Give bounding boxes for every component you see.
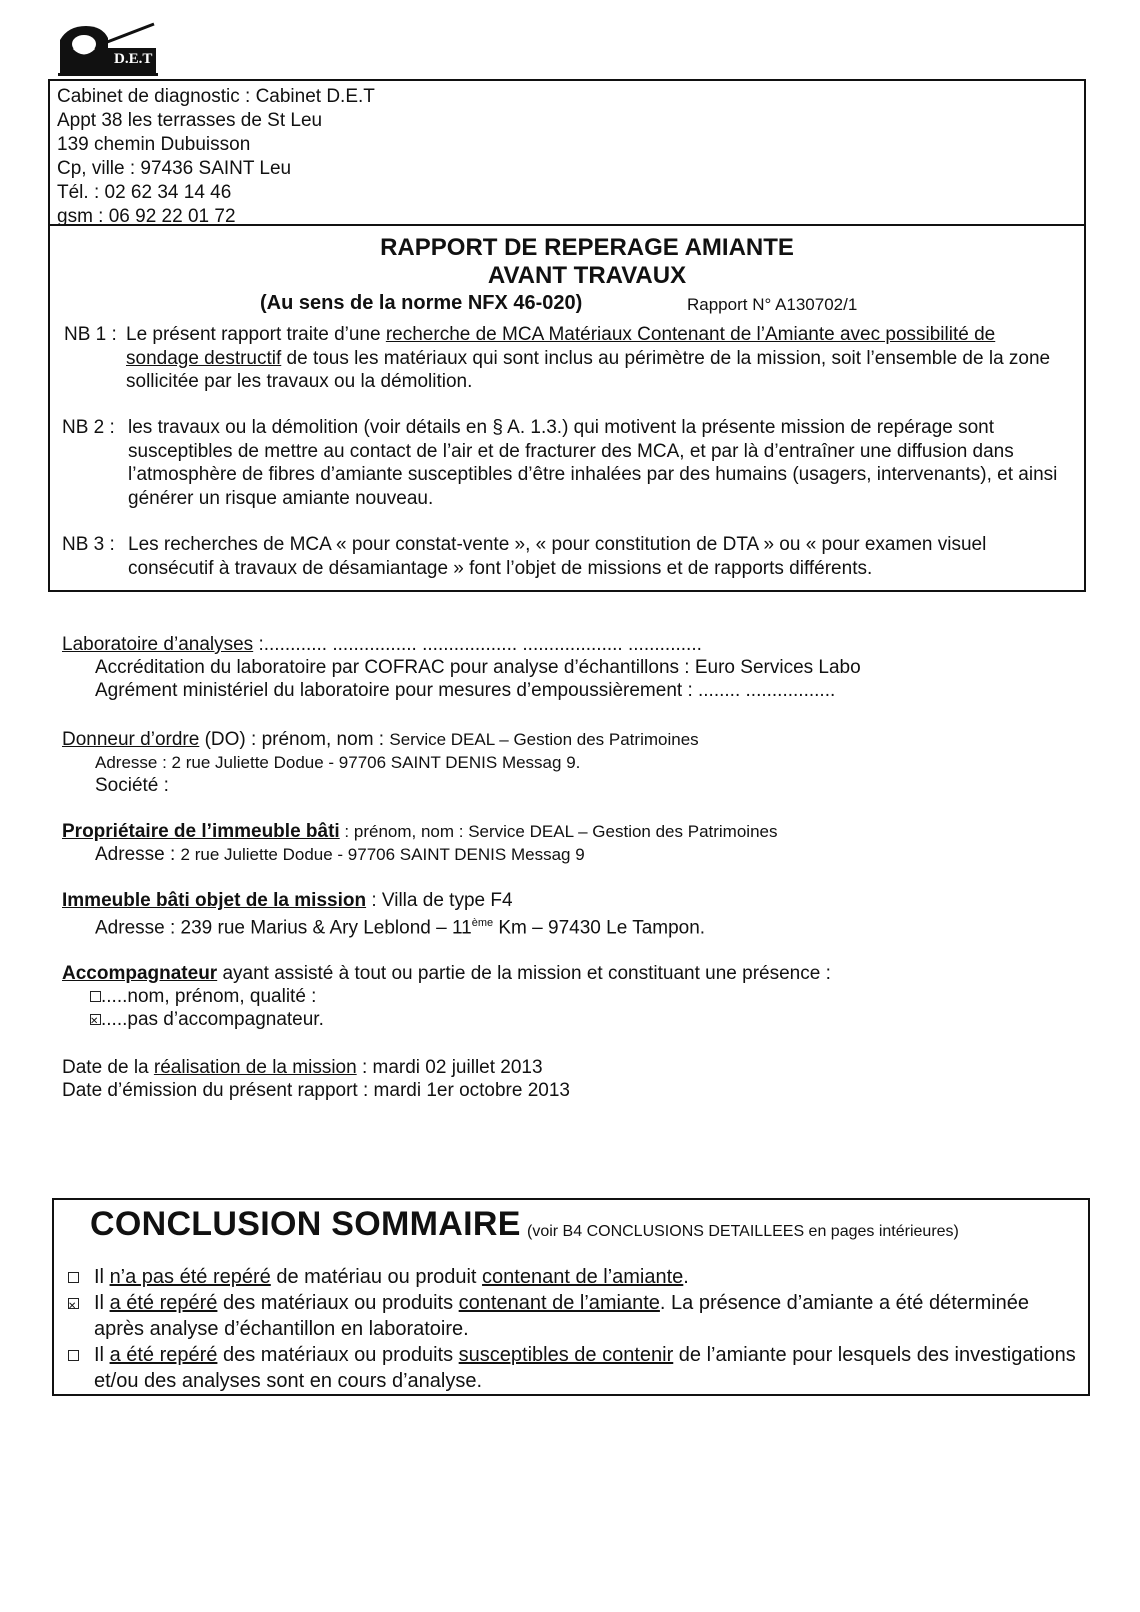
proprietaire-adresse-label: Adresse : bbox=[95, 844, 181, 865]
immeuble-adresse-b: Km – 97430 Le Tampon. bbox=[493, 917, 706, 939]
laboratoire-section bbox=[62, 633, 861, 702]
street-line: 139 chemin Dubuisson bbox=[57, 134, 251, 155]
phone-line: Tél. : 02 62 34 14 46 bbox=[57, 182, 232, 203]
item1-c: . bbox=[683, 1266, 689, 1288]
checkbox-empty[interactable] bbox=[90, 991, 101, 1002]
donneur-societe: Société : bbox=[95, 775, 169, 796]
item3-u2: susceptibles de contenir bbox=[458, 1344, 674, 1366]
checkbox-checked[interactable] bbox=[68, 1298, 79, 1309]
item1-u1: n’a pas été repéré bbox=[109, 1266, 271, 1288]
item3-u1: a été repéré bbox=[109, 1344, 218, 1366]
immeuble-label: Immeuble bâti objet de la mission bbox=[62, 890, 367, 911]
checkbox-empty[interactable] bbox=[68, 1272, 79, 1283]
company-logo bbox=[58, 18, 166, 78]
nb2-block bbox=[62, 416, 1072, 510]
nb1-label: NB 1 : bbox=[64, 324, 117, 345]
nb1-underlined: recherche de MCA Matériaux Contenant de l’Amiante avec possibilité de sondage destructif bbox=[126, 324, 996, 369]
checkbox-empty[interactable] bbox=[68, 1350, 79, 1361]
nb2-label: NB 2 : bbox=[62, 417, 115, 438]
city-line: Cp, ville : 97436 SAINT Leu bbox=[57, 158, 292, 179]
conclusion-item-2 bbox=[68, 1290, 1078, 1342]
conclusion-subtitle: (voir B4 CONCLUSIONS DETAILLEES en pages intérieures) bbox=[527, 1223, 959, 1240]
proprietaire-rest: : prénom, nom : Service DEAL – Gestion des Patrimoines bbox=[339, 822, 778, 841]
nb1-text-a: Le présent rapport traite d’une bbox=[126, 324, 381, 345]
item3-c: de l’amiante pour lesquels des investigations et/ou des analyses sont en cours d’analyse. bbox=[94, 1344, 1076, 1392]
accompagnateur-opt1: .....nom, prénom, qualité : bbox=[101, 986, 317, 1007]
gsm-line: gsm : 06 92 22 01 72 bbox=[57, 206, 236, 227]
laboratoire-label: Laboratoire d’analyses bbox=[62, 634, 254, 655]
accreditation-line: Accréditation du laboratoire par COFRAC pour analyse d’échantillons : Euro Services Labo bbox=[95, 657, 861, 678]
checkbox-checked[interactable] bbox=[90, 1014, 101, 1025]
conclusion-box bbox=[52, 1198, 1090, 1396]
dates-section bbox=[62, 1056, 570, 1102]
immeuble-rest: : Villa de type F4 bbox=[366, 890, 513, 911]
item2-b: des matériaux ou produits bbox=[217, 1292, 459, 1314]
accompagnateur-section bbox=[62, 962, 831, 1031]
item2-c: . La présence d’amiante a été déterminée après analyse d’échantillon en laboratoire. bbox=[94, 1292, 1030, 1340]
realisation-a: Date de la bbox=[62, 1057, 154, 1078]
nb1-block bbox=[64, 323, 1064, 394]
cabinet-line: Cabinet de diagnostic : Cabinet D.E.T bbox=[57, 86, 375, 107]
proprietaire-label: Propriétaire de l’immeuble bâti bbox=[62, 821, 340, 842]
laboratoire-dots: :............ ................ .................. ................... .............. bbox=[253, 634, 702, 655]
immeuble-adresse-a: Adresse : 239 rue Marius & Ary Leblond – 11 bbox=[95, 917, 472, 939]
nb2-text: les travaux ou la démolition (voir détails en § A. 1.3.) qui motivent la présente mission de repérage sont susceptibles de mettre au contact de l’air et de fracturer des MCA, et par là d’entraîner une diffusion dans l’atmosphère de fibres d’amiante susceptibles d’être inhalées par des humains (usagers, intervenants), et ainsi générer un risque amiante nouveau. bbox=[128, 417, 1058, 509]
donneur-section bbox=[62, 728, 699, 797]
norm-reference: (Au sens de la norme NFX 46-020) bbox=[260, 292, 583, 314]
item2-u1: a été repéré bbox=[109, 1292, 218, 1314]
realisation-b: : mardi 02 juillet 2013 bbox=[356, 1057, 543, 1078]
address-line: Appt 38 les terrasses de St Leu bbox=[57, 110, 323, 131]
conclusion-item-3 bbox=[68, 1342, 1078, 1394]
report-title-2: AVANT TRAVAUX bbox=[487, 262, 687, 289]
logo-text: D.E.T bbox=[114, 51, 153, 67]
immeuble-section bbox=[62, 889, 705, 939]
agrement-line: Agrément ministériel du laboratoire pour mesures d’empoussièrement : ........ ................. bbox=[95, 680, 836, 701]
nb3-block bbox=[62, 533, 1072, 580]
donneur-label: Donneur d’ordre bbox=[62, 729, 200, 750]
emission-date: Date d’émission du présent rapport : mardi 1er octobre 2013 bbox=[62, 1080, 570, 1101]
nb3-label: NB 3 : bbox=[62, 534, 115, 555]
nb1-text-b: de tous les matériaux qui sont inclus au périmètre de la mission, soit l’ensemble de la zone sollicitée par les travaux ou la démolition. bbox=[126, 347, 1051, 392]
immeuble-sup: ème bbox=[471, 917, 494, 929]
item1-u2: contenant de l’amiante bbox=[482, 1266, 684, 1288]
proprietaire-section bbox=[62, 820, 778, 866]
donneur-adresse: Adresse : 2 rue Juliette Dodue - 97706 SAINT DENIS Messag 9. bbox=[95, 753, 581, 772]
item3-b: des matériaux ou produits bbox=[217, 1344, 459, 1366]
conclusion-title: CONCLUSION SOMMAIRE bbox=[90, 1205, 521, 1243]
accompagnateur-rest: ayant assisté à tout ou partie de la mission et constituant une présence : bbox=[217, 963, 831, 984]
conclusion-item-1 bbox=[68, 1264, 1078, 1290]
proprietaire-adresse: 2 rue Juliette Dodue - 97706 SAINT DENIS Messag 9 bbox=[180, 845, 585, 864]
report-title: RAPPORT DE REPERAGE AMIANTE bbox=[380, 234, 794, 261]
item3-a: Il bbox=[94, 1344, 110, 1366]
cabinet-info-box bbox=[48, 79, 1086, 225]
realisation-u: réalisation de la mission bbox=[153, 1057, 357, 1078]
item1-b: de matériau ou produit bbox=[270, 1266, 483, 1288]
report-box bbox=[48, 224, 1086, 592]
accompagnateur-opt2: .....pas d’accompagnateur. bbox=[101, 1009, 324, 1030]
report-number: Rapport N° A130702/1 bbox=[687, 295, 858, 314]
donneur-value: Service DEAL – Gestion des Patrimoines bbox=[389, 730, 699, 749]
item2-a: Il bbox=[94, 1292, 110, 1314]
donneur-rest: (DO) : prénom, nom : bbox=[199, 729, 390, 750]
item2-u2: contenant de l’amiante bbox=[458, 1292, 660, 1314]
item1-a: Il bbox=[94, 1266, 110, 1288]
accompagnateur-label: Accompagnateur bbox=[62, 963, 218, 984]
nb3-text: Les recherches de MCA « pour constat-vente », « pour constitution de DTA » ou « pour examen visuel consécutif à travaux de désamiantage » font l’objet de missions et de rapports différents. bbox=[128, 534, 987, 579]
